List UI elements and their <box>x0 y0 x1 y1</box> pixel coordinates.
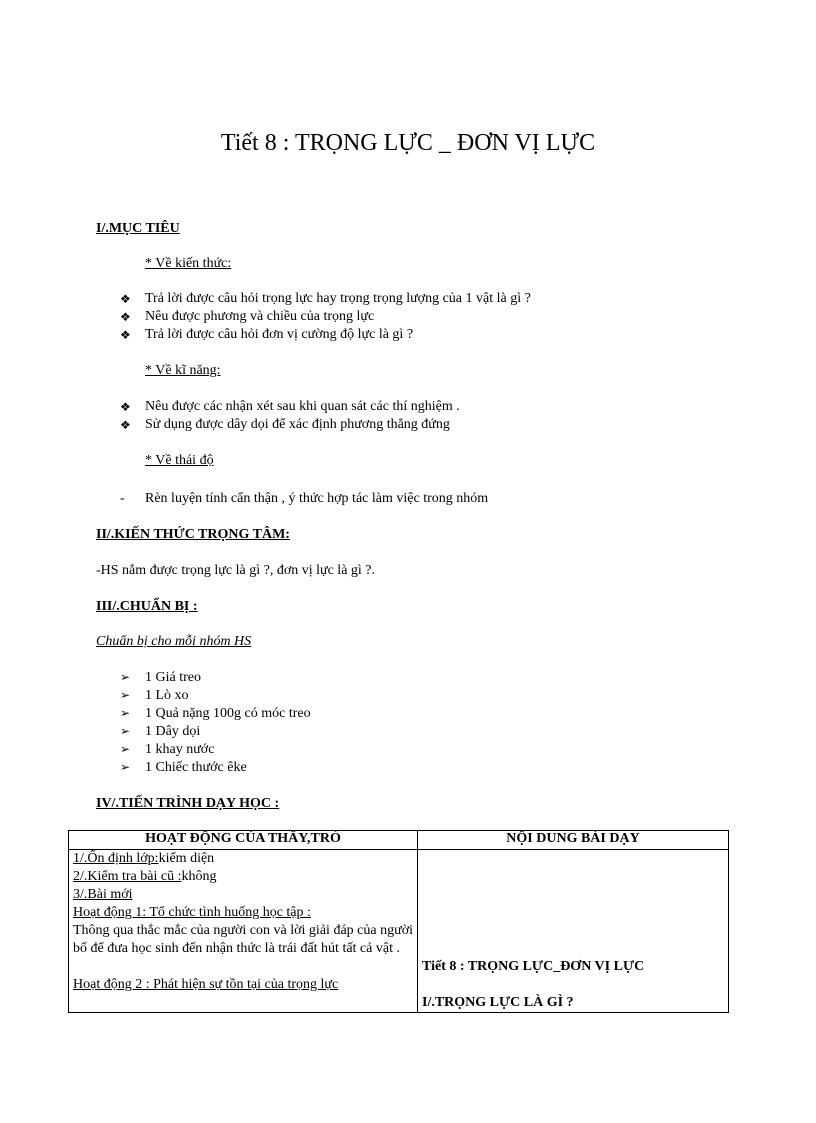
page-title: Tiết 8 : TRỌNG LỰC _ ĐƠN VỊ LỰC <box>220 130 596 156</box>
col-header-activities: HOẠT ĐỘNG CỦA THẦY,TRÒ <box>69 831 418 850</box>
table-row <box>69 850 729 1013</box>
arrow-bullet-icon: ➢ <box>120 688 131 702</box>
content-cell <box>418 850 729 1013</box>
skill-item: Sử dụng được dây dọi để xác định phương thẳng đứng <box>145 417 450 432</box>
table-header-row <box>69 831 729 850</box>
step-new-lesson-label: 3/.Bài mới <box>73 887 133 902</box>
step-stabilize-label: 1/.Ổn định lớp: <box>73 851 159 866</box>
material-item: 1 Dây dọi <box>145 724 201 739</box>
dash-bullet: - <box>120 491 125 506</box>
material-item: 1 Chiếc thước êke <box>145 760 247 775</box>
preparation-label: Chuẩn bị cho mỗi nhóm HS <box>96 634 252 649</box>
knowledge-item: Nêu được phương và chiều của trọng lực <box>145 309 375 324</box>
material-item: 1 Quả nặng 100g có móc treo <box>145 706 311 721</box>
lesson-table <box>68 830 729 1013</box>
diamond-bullet-icon: ❖ <box>120 292 131 306</box>
material-item: 1 khay nước <box>145 742 215 757</box>
activity-1-heading: Hoạt động 1: Tổ chức tình huống học tập : <box>73 905 311 920</box>
knowledge-item: Trả lời được câu hỏi trọng lực hay trọng trọng lượng của 1 vật là gì ? <box>145 291 531 306</box>
col-header-content: NỘI DUNG BÀI DẠY <box>418 831 729 850</box>
diamond-bullet-icon: ❖ <box>120 310 131 324</box>
diamond-bullet-icon: ❖ <box>120 400 131 414</box>
core-knowledge-text: -HS nắm được trọng lực là gì ?, đơn vị lực là gì ?. <box>96 563 376 578</box>
knowledge-label: * Về kiến thức: <box>145 256 232 271</box>
attitude-item: Rèn luyện tính cẩn thận , ý thức hợp tác làm việc trong nhóm <box>145 491 489 506</box>
step-review-label: 2/.Kiểm tra bài cũ : <box>73 869 182 884</box>
section-core-knowledge-heading: II/.KIẾN THỨC TRỌNG TÂM: <box>96 527 290 542</box>
arrow-bullet-icon: ➢ <box>120 742 131 756</box>
skill-label: * Về kĩ năng: <box>145 363 221 378</box>
activities-cell <box>69 850 418 1013</box>
arrow-bullet-icon: ➢ <box>120 760 131 774</box>
material-item: 1 Giá treo <box>145 670 201 685</box>
section-preparation-heading: III/.CHUẨN BỊ : <box>96 599 198 614</box>
diamond-bullet-icon: ❖ <box>120 418 131 432</box>
arrow-bullet-icon: ➢ <box>120 670 131 684</box>
knowledge-item: Trả lời được câu hỏi đơn vị cường độ lực là gì ? <box>145 327 414 342</box>
step-stabilize-text: kiểm diện <box>158 851 215 866</box>
material-item: 1 Lò xo <box>145 688 189 703</box>
content-lesson-title: Tiết 8 : TRỌNG LỰC_ĐƠN VỊ LỰC <box>422 959 645 974</box>
section-objectives-heading: I/.MỤC TIÊU <box>96 221 180 236</box>
section-teaching-process-heading: IV/.TIẾN TRÌNH DẠY HỌC : <box>96 796 280 811</box>
arrow-bullet-icon: ➢ <box>120 706 131 720</box>
activity-2-heading: Hoạt động 2 : Phát hiện sự tồn tại của trọng lực <box>73 977 339 992</box>
activity-1-text: Thông qua thắc mắc của người con và lời giải đáp của người bố để đưa học sinh đến nhận thức là trái đất hút tất cả vật . <box>73 923 413 956</box>
content-section-heading: I/.TRỌNG LỰC LÀ GÌ ? <box>422 995 574 1010</box>
step-review-text: không <box>181 869 217 884</box>
skill-item: Nêu được các nhận xét sau khi quan sát các thí nghiệm . <box>145 399 460 414</box>
arrow-bullet-icon: ➢ <box>120 724 131 738</box>
attitude-label: * Về thái độ <box>145 453 214 468</box>
diamond-bullet-icon: ❖ <box>120 328 131 342</box>
